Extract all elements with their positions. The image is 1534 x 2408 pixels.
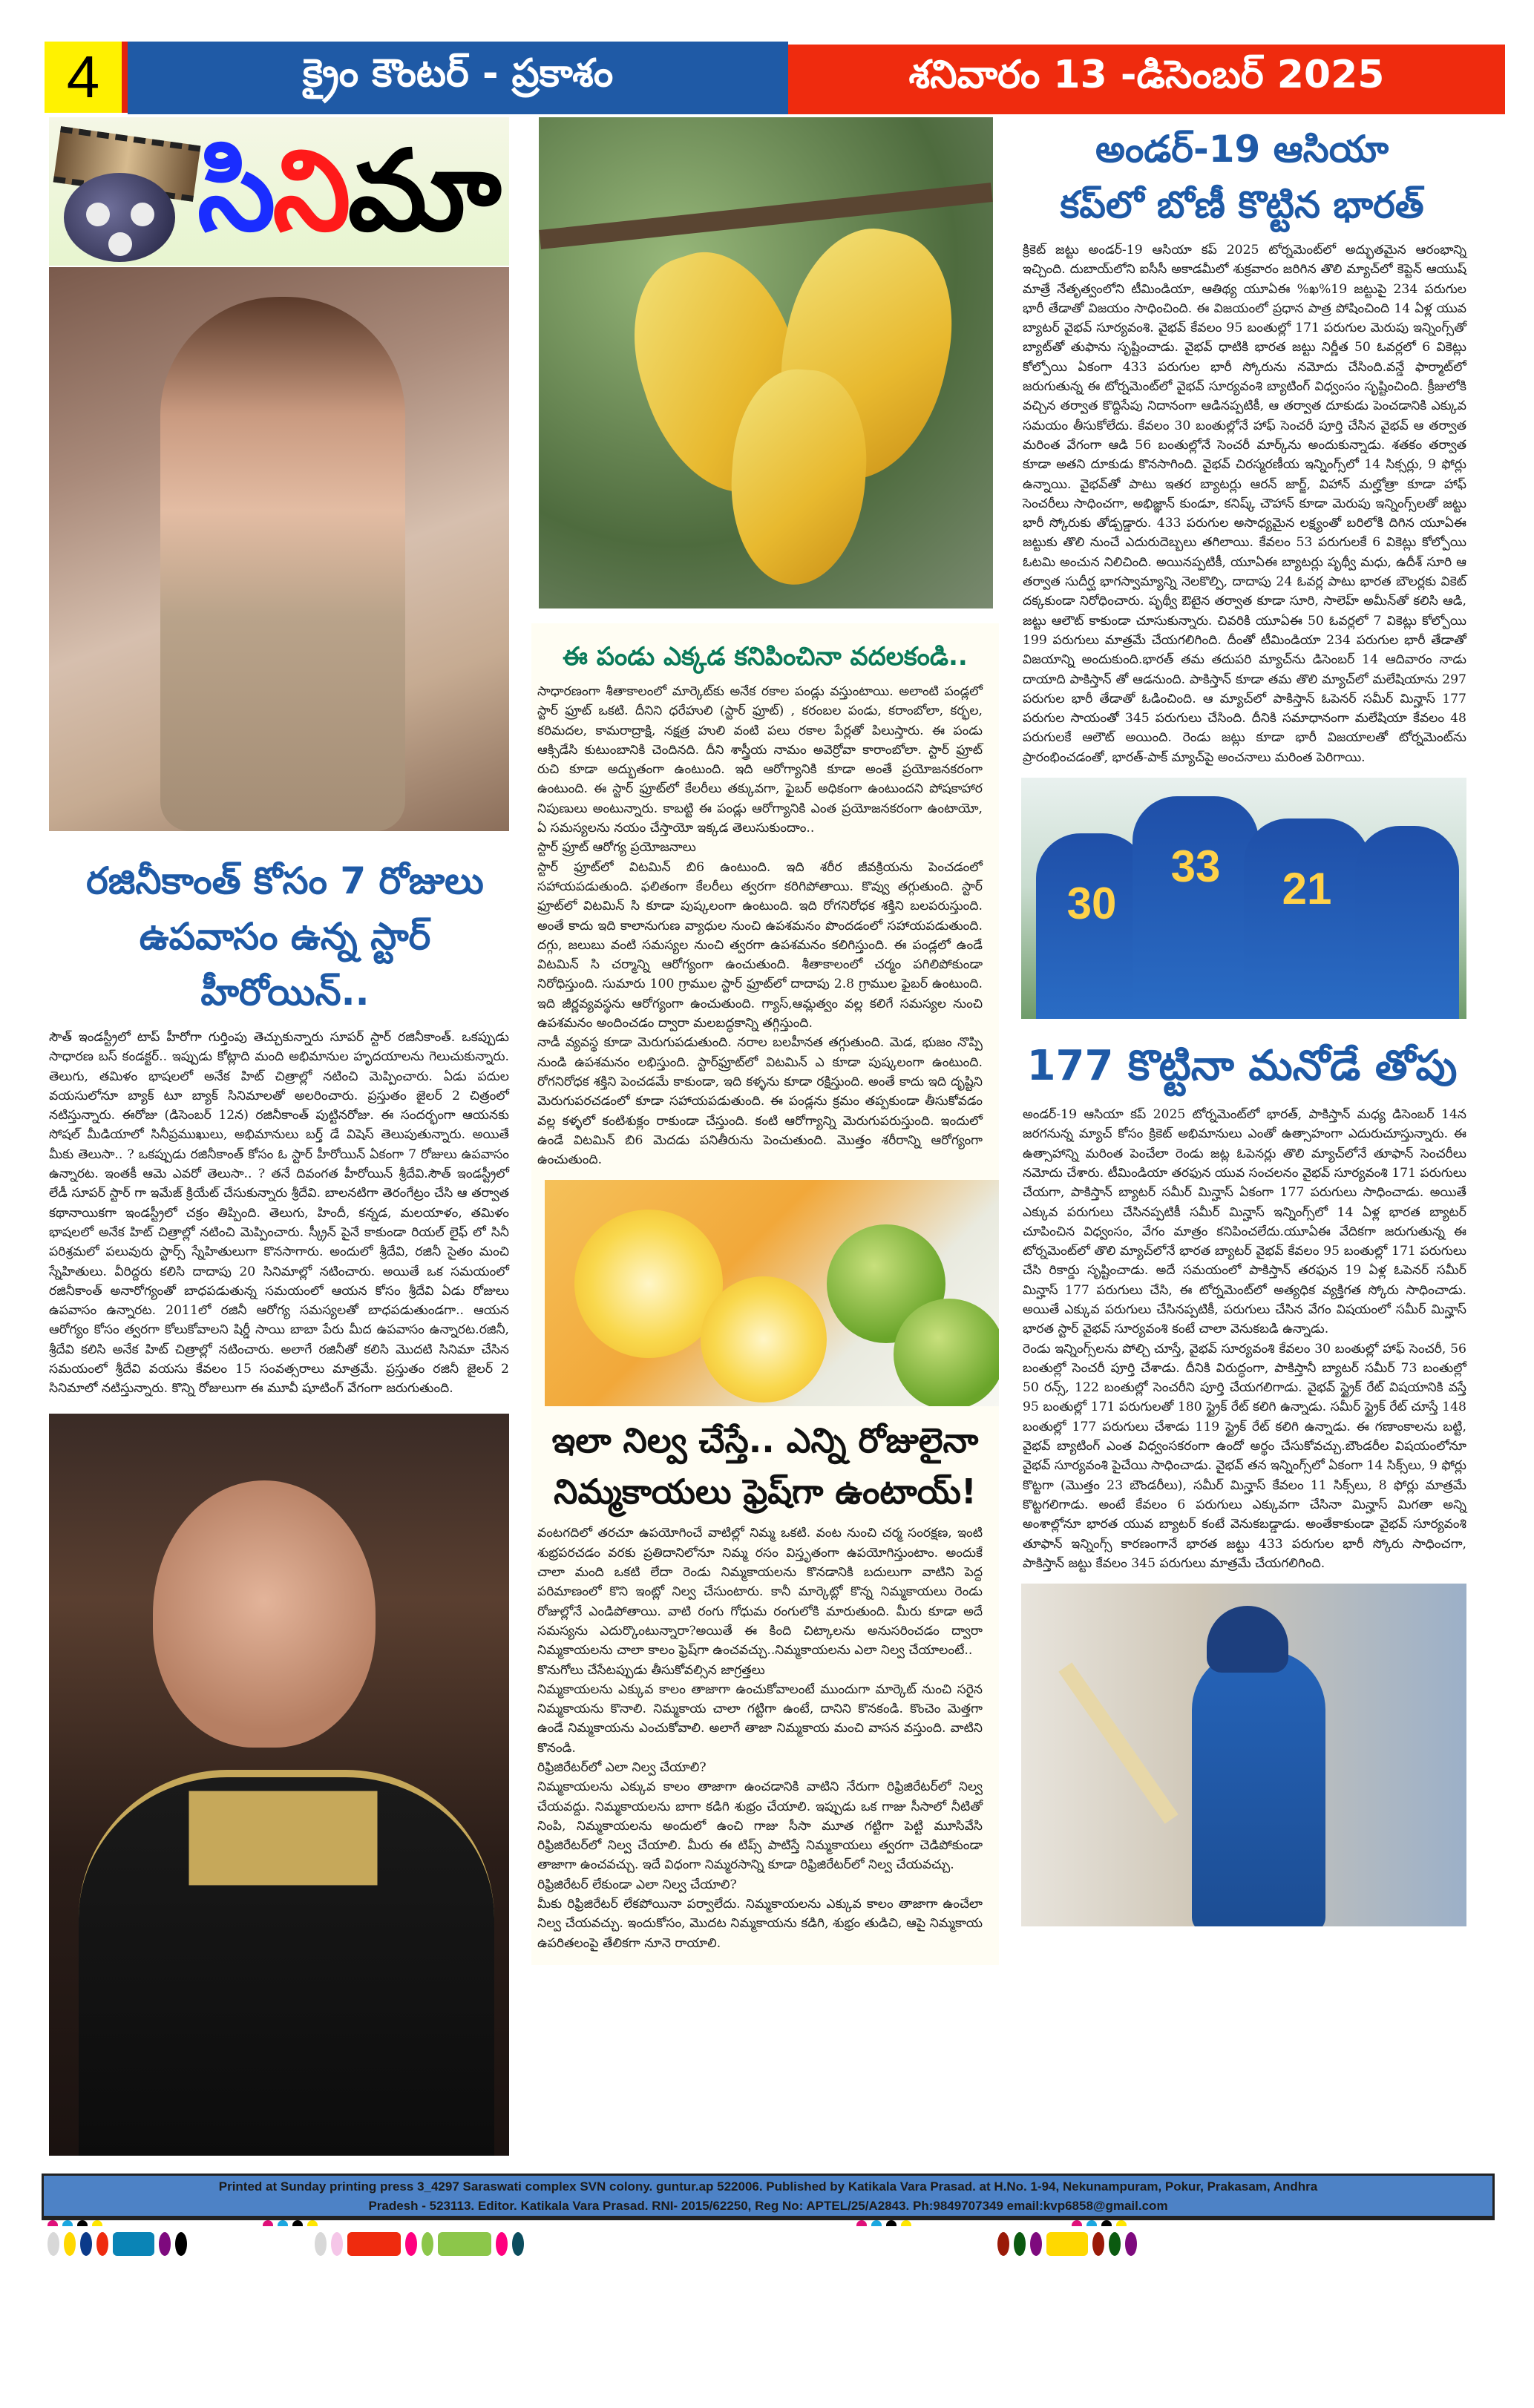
lemon-headline-line-1: ఇలా నిల్వ చేస్తే.. ఎన్ని రోజులైనా: [551, 1420, 979, 1461]
article-paragraph: సాధారణంగా శీతాకాలంలో మార్కెట్‌కు అనేక రకాల పండ్లు వస్తుంటాయి. అలాంటి పండ్లలో స్టార్ ఫ్రూట్ ఒకటి. దీనిని ధరేహులి (స్టార్ ఫ్రూట్) , కరంబల పండు, కరాంబోలా, కర్భల, కరిమదల, కామరాద్రాక్షి, నక్షత్ర హులి వంటి పలు రకాల పేర్లతో పిలుస్తారు. ఈ పండు ఆక్సిడేసి కుటుంబానికి చెందినది. దీని శాస్త్రీయ నామం అవెర్రోవా కారాంబోలా. స్టార్ ఫ్రూట్ రుచి కూడా అద్భుతంగా ఉంటుంది. ఇది ఆరోగ్యానికి కూడా అంతే ప్రయోజనకరంగా ఉంటుంది. ఈ స్టార్ ఫ్రూట్‌లో కేలరీలు తక్కువగా, ఫైబర్ అధికంగా ఉంటుందని పోషకాహార నిపుణులు అంటున్నారు. కాబట్టి ఈ పండ్లు ఆరోగ్యానికి ఎంత ప్రయోజనకరంగా ఉంటాయో, ఏ సమస్యలను నయం చేస్తాయో ఇక్కడ తెలుసుకుందాం..: [537, 684, 983, 836]
sridevi-portrait-photo: [49, 1414, 509, 2156]
issue-date: శనివారం 13 -డిసెంబర్ 2025: [788, 45, 1505, 114]
cricket-team-photo: [1021, 778, 1466, 1019]
color-bar-left: [47, 2226, 187, 2256]
article-paragraph: క్రికెట్ జట్టు అండర్-19 ఆసియా కప్ 2025 టోర్నమెంట్‌లో అద్భుతమైన ఆరంభాన్ని ఇచ్చింది. దుబాయ్‌లోని ఐసీసీ అకాడమీలో శుక్రవారం జరిగిన తొలి మ్యాచ్‌లో కెప్టెన్ ఆయుష్ మాత్రే నేతృత్వంలోని టీమిండియా, ఆతిథ్య యూఏఈ %ఖ%19 జట్టుపై 234 పరుగుల భారీ తేడాతో విజయం సాధించింది. ఈ విజయంలో ప్రధాన పాత్ర పోషించింది 14 ఏళ్ల యువ బ్యాటర్ వైభవ్ సూర్యవంశి. వైభవ్ కేవలం 95 బంతుల్లో 171 పరుగుల మెరుపు ఇన్నింగ్స్‌తో బ్యాట్‌తో తుఫాను సృష్టించాడు. వైభవ్ ధాటికి భారత జట్టు నిర్ణీత 50 ఓవర్లలో 6 వికెట్లు కోల్పోయి ఏకంగా 433 పరుగుల భారీ స్కోరును నమోదు చేసింది.వన్డే ఫార్మాట్‌లో జరుగుతున్న ఈ టోర్నమెంట్‌లో వైభవ్ సూర్యవంశి బ్యాటింగ్ విధ్వంసం సృష్టించింది. క్రీజులోకి వచ్చిన తర్వాత కొద్దిసేపు నిదానంగా ఆడినప్పటికీ, ఆ తర్వాత దూకుడు పెంచడానికి ఎక్కువ సమయం తీసుకోలేదు. కేవలం 30 బంతుల్లోనే హాఫ్ సెంచరీ పూర్తి చేసిన వైభవ్ ఆ తర్వాత మరింత వేగంగా ఆడి 56 బంతుల్లోనే సెంచరీ మార్క్‌ను అందుకున్నాడు. శతకం తర్వాత కూడా అతని దూకుడు కొనసాగింది. వైభవ్ చిరస్మరణీయ ఇన్నింగ్స్‌లో 14 సిక్సర్లు, 9 ఫోర్లు ఉన్నాయి. వైభవ్‌తో పాటు ఇతర బ్యాటర్లు ఆరన్ జార్జ్, విహాన్ మల్హోత్రా కూడా హాఫ్ సెంచరీలు సాధించగా, అభిజ్ఞాన్ కుండూ, కనిష్క్ చౌహాన్ కూడా మెరుపు ఇన్నింగ్స్‌లతో జట్టు భారీ స్కోరుకు తోడ్పడ్డారు. 433 పరుగుల అసాధ్యమైన లక్ష్యంతో బరిలోకి దిగిన యూఏఈ జట్టుకు తొలి నుంచే ఎదురుదెబ్బలు తగిలాయి. కేవలం 53 పరుగులకే 6 వికెట్లు కోల్పోయి ఓటమి అంచున నిలిచింది. అయినప్పటికీ, యూఏఈ బ్యాటర్లు పృథ్వీ మధు, ఉదీశ్ సూరి ఆ తర్వాత సుదీర్ఘ భాగస్వామ్యాన్ని నెలకొల్పి, దాదాపు 24 ఓవర్ల పాటు భారత బౌలర్లకు వికెట్ దక్కకుండా నిరోధించారు. పృథ్వీ ఔటైన తర్వాత కూడా సూరి, సాలెహ్ అమీన్‌తో కలిసి ఆడి, జట్టు ఆలౌట్ కాకుండా చూసుకున్నారు. చివరికి యూఏఈ 50 ఓవర్లలో 7 వికెట్లు కోల్పోయి 199 పరుగులు మాత్రమే చేయగలిగింది. దీంతో టీమిండియా 234 పరుగుల భారీ తేడాతో విజయాన్ని అందుకుంది.భారత్ తమ తదుపరి మ్యాచ్‌ను డిసెంబర్ 14 ఆదివారం నాడు దాయాది పాకిస్తాన్ తో ఆడనుంది. పాకిస్తాన్ కూడా తమ తొలి మ్యాచ్‌లో మలేషియాను 297 పరుగుల భారీ తేడాతో ఓడించింది. ఆ మ్యాచ్‌లో పాకిస్తాన్ ఓపెనర్ సమీర్ మిన్హాస్ 177 పరుగుల సాయంతో 345 పరుగులు చేసింది. దీనికి సమాధానంగా మలేషియా కేవలం 48 పరుగులకే ఆలౌట్ అయింది. రెండు జట్లు కూడా భారీ విజయాలతో టోర్నమెంట్‌ను ప్రారంభించడంతో, భారత్-పాక్ మ్యాచ్‌పై అంచనాలు మరింత పెరిగాయి.: [1023, 243, 1466, 765]
imprint-footer: [42, 2174, 1495, 2220]
registration-marks-cmyk: [47, 2220, 102, 2226]
imprint-line-2: Pradesh - 523113. Editor. Katikala Vara Prasad. RNI- 2015/62250, Reg No: APTEL/25/A2843. Ph:9849707349 email:kvp6858@gmail.com: [368, 2198, 1168, 2213]
color-bar-right: [997, 2226, 1137, 2256]
u19-headline-line-1: అండర్-19 ఆసియా: [1095, 128, 1389, 171]
article-paragraph: నిమ్మకాయలను ఎక్కువ కాలం తాజాగా ఉంచడానికి వాటిని నేరుగా రిఫ్రిజిరేటర్‌లో నిల్వ చేయవద్దు. నిమ్మకాయలను బాగా కడిగి శుభ్రం చేయాలి. ఇప్పుడు ఒక గాజు సీసాలో నీటితో నింపి, నిమ్మకాయలను అందులో ఉంచి గాజు సీసా మూత గట్టిగా పెట్టి మూసివేసి రిఫ్రిజిరేటర్‌లో నిల్వ చేయాలి. మీరు ఈ టిప్స్ పాటిస్తే నిమ్మకాయలు త్వరగా చెడిపోకుండా తాజాగా ఉంచవచ్చు. ఇదే విధంగా నిమ్మరసాన్ని కూడా రిఫ్రిజిరేటర్‌లో నిల్వ చేయవచ్చు.: [537, 1779, 983, 1873]
u19-article-headline: [1014, 122, 1470, 233]
lemons-photo: [545, 1180, 999, 1406]
cinema-logo-text: [197, 127, 499, 256]
right-column: [1014, 117, 1470, 1926]
rajini-headline-line-2: ఉపవాసం ఉన్న స్టార్ హీరోయిన్..: [139, 915, 431, 1014]
article-paragraph: వంటగదిలో తరచూ ఉపయోగించే వాటిల్లో నిమ్మ ఒకటి. వంట నుంచి చర్మ సంరక్షణ, ఇంటి శుభ్రపరచడం వరకు ప్రతిదానిలోనూ నిమ్మ రసం విస్తృతంగా ఉపయోగిస్తుంటాం. అందుకే చాలా మంది ఒకటి లేదా రెండు నిమ్మకాయలను కొనడానికి బదులుగా వాటిని పెద్ద పరిమాణంలో కొని ఇంట్లో నిల్వ చేసుంటారు. కానీ మార్కెట్లో కొన్న నిమ్మకాయలు రెండు రోజుల్లోనే ఎండిపోతాయి. వాటి రంగు గోధుమ రంగులోకి మారుతుంది. మీరు కూడా అదే సమస్యను ఎదుర్కొంటున్నారా?అయితే ఈ కింది చిట్కాలను అనుసరించడం ద్వారా నిమ్మకాయలను చాలా కాలం ఫ్రెష్‌గా ఉంచవచ్చు..నిమ్మకాయలను ఎలా నిల్వ చేయాలంటే..: [537, 1526, 983, 1659]
color-bar-center: [315, 2226, 524, 2256]
lemon-headline-line-2: నిమ్మకాయలు ఫ్రెష్‌గా ఉంటాయ్!: [554, 1472, 977, 1512]
u19-headline-line-2: కప్‌లో బోణీ కొట్టిన భారత్: [1060, 183, 1424, 226]
lemon-article-headline: [537, 1415, 993, 1518]
article-paragraph: సౌత్ ఇండస్ట్రీలో టాప్ హీరోగా గుర్తింపు తెచ్చుకున్నారు సూపర్ స్టార్ రజినీకాంత్. ఒకప్పుడు సాధారణ బస్ కండక్టర్.. ఇప్పుడు కోట్లాది మంది అభిమానుల హృదయాలను గెలుచుకున్నారు. తెలుగు, తమిళం భాషలలో అనేక హిట్ చిత్రాల్లో నటించి మెప్పించారు. ఏడు పదుల వయసులోనూ బ్యాక్ టూ బ్యాక్ సినిమాలతో అలరించారు. ప్రస్తుతం జైలర్ 2 చిత్రంలో నటిస్తున్నారు. ఈరోజు (డిసెంబర్ 12న) రజినీకాంత్ పుట్టినరోజు. ఈ సందర్భంగా ఆయనకు సోషల్ మీడియాలో సినీప్రముఖులు, అభిమానులు బర్త్ డే విషెస్ తెలుపుతున్నారు. అయితే మీకు తెలుసా.. ? ఒకప్పుడు రజినీకాంత్ కోసం ఓ స్టార్ హీరోయిన్ ఏకంగా 7 రోజులు ఉపవాసం ఉన్నారట. ఇంతకీ ఆమె ఎవరో తెలుసా.. ? తనే దివంగత హీరోయిన్ శ్రీదేవి.సౌత్ ఇండస్ట్రీలో లేడీ సూపర్ స్టార్ గా ఇమేజ్ క్రియేట్ చేసుకున్నారు శ్రీదేవి. బాలనటిగా తెరంగేట్రం చేసి ఆ తర్వాత కథానాయికగా ఇండస్ట్రీలో చక్రం తిప్పింది. తెలుగు, హిందీ, కన్నడ, మలయాళం, తమిళం భాషలలో అనేక హిట్ చిత్రాల్లో నటించి మెప్పించారు. స్క్రీన్ పైనే కాకుండా రియల్ లైఫ్ లో సినీ పరిశ్రమలో పలువురు స్టార్స్ స్నేహితులుగా కొనసాగారు. అందులో శ్రీదేవి, రజినీ సైతం మంచి స్నేహితులు. వీరిద్దరు కలిసి దాదాపు 20 సినిమాల్లో నటించారు. అయితే ఒక సమయంలో రజినీకాంత్ అనారోగ్యంతో బాధపడుతున్న సమయంలో ఆయన కోసం శ్రీదేవి ఏడు రోజులు ఉపవాసం ఉన్నారట. 2011లో రజినీ ఆరోగ్య సమస్యలతో బాధపడుతుండగా.. ఆయన ఆరోగ్యం కోసం త్వరగా కోలుకోవాలని షిర్డీ సాయి బాబా పేరు మీద ఉపవాసం ఉన్నారట.రజినీ, శ్రీదేవి కలిసి అనేక హిట్ చిత్రాల్లో నటించారు. అలాగే రజినీతో కలిసి మొదటి సినిమా చేసిన సమయంలో శ్రీదేవి వయసు కేవలం 15 సంవత్సరాలు మాత్రమే. ప్రస్తుతం రజినీ జైలర్ 2 సినిమాలో నటిస్తున్నారు. కొన్ని రోజులుగా ఈ మూవీ షూటింగ్ వేగంగా జరుగుతుంది.: [49, 1030, 509, 1397]
left-column: [49, 117, 521, 2156]
health-column-background: [531, 623, 999, 1965]
jersey-number: 30: [1066, 879, 1117, 929]
registration-marks-cmyk: [856, 2220, 911, 2226]
starfruit-article-headline: ఈ పండు ఎక్కడ కనిపించినా వదలకండి..: [563, 642, 968, 672]
logo-letter-maa: మా: [347, 127, 499, 256]
jersey-number: 33: [1170, 842, 1221, 892]
article-subheading: రిఫ్రిజిరేటర్ లేకుండా ఎలా నిల్వ చేయాలి?: [537, 1877, 737, 1892]
logo-letter-si: సి: [197, 127, 273, 256]
rajini-article-headline: [49, 853, 521, 1020]
newspaper-name: క్రైం కౌంటర్ - ప్రకాశం: [128, 42, 788, 114]
film-reel-icon: [49, 121, 197, 262]
batter-photo: [1021, 1584, 1466, 1926]
middle-column: [531, 117, 999, 1965]
article-paragraph: మీకు రిఫ్రిజిరేటర్ లేకపోయినా పర్వాలేదు. నిమ్మకాయలను ఎక్కువ కాలం తాజాగా ఉంచేలా నిల్వ చేయవచ్చు. ఇందుకోసం, మొదట నిమ్మకాయను కడిగి, శుభ్రం తుడిచి, ఆపై నిమ్మకాయ ఉపరితలంపై తేలికగా నూనె రాయాలి.: [537, 1897, 983, 1951]
registration-marks-row: [45, 2220, 1498, 2265]
article-subheading: కొనుగోలు చేసేటప్పుడు తీసుకోవల్సిన జాగ్రత్తలు: [537, 1662, 765, 1678]
actress-portrait-photo: [49, 267, 509, 831]
imprint-line-1: Printed at Sunday printing press 3_4297 Saraswati complex SVN colony. guntur.ap 522006. Published by Katikala Vara Prasad. at H.No. 1-94, Nekunampuram, Pokur, Prakasam, Andhra: [218, 2179, 1318, 2194]
article-paragraph: నాడీ వ్యవస్థ కూడా మెరుగుపడుతుంది. నరాల బలహీనత తగ్గుతుంది. మెడ, భుజం నొప్పి నుండి ఉపశమనం లభిస్తుంది. స్టార్‌ఫ్రూట్‌లో విటమిన్ ఎ కూడా పుష్కలంగా ఉంటుంది. రోగనిరోధక శక్తిని పెంచడమే కాకుండా, ఇది కళ్ళను కూడా రక్షిస్తుంది. అంతే కాదు ఇది దృష్టిని మెరుగుపరచడంలో కూడా సహాయపడుతుంది. ఈ పండ్లను క్రమం తప్పకుండా తీసుకోవడం వల్ల కళ్ళలో కంటిశుక్లం రాకుండా చేస్తుంది. కంటి ఆరోగ్యాన్ని మెరుగుపరుస్తుంది. ఇందులో ఉండే విటమిన్ బి6 మెదడు పనితీరును పెంచుతుంది. మొత్తం శరీరాన్ని ఆరోగ్యంగా ఉంచుతుంది.: [537, 1035, 983, 1168]
cinema-section-logo: [49, 117, 509, 266]
rajini-headline-line-1: రజినీకాంత్ కోసం 7 రోజులు: [86, 859, 484, 902]
samir-article-headline: 177 కొట్టినా మనోడే తోపు: [1026, 1042, 1458, 1091]
samir-article-body: [1023, 1105, 1466, 1573]
jersey-number: 21: [1282, 864, 1332, 914]
logo-letter-ni: ని: [272, 127, 348, 256]
article-paragraph: అండర్-19 ఆసియా కప్ 2025 టోర్నమెంట్‌లో భారత్, పాకిస్తాన్ మధ్య డిసెంబర్ 14న జరగనున్న మ్యాచ్ కోసం క్రికెట్ అభిమానులు ఎంతో ఉత్సాహంగా ఎదురుచూస్తున్నారు. ఈ ఉత్సాహాన్ని మరింత పెంచేలా రెండు జట్ల ఓపెనర్లు తొలి మ్యాచ్‌లోనే తూఫాన్ సెంచరీలు నమోదు చేశారు. టీమిండియా తరఫున యువ సంచలనం వైభవ్ సూర్యవంశి 171 పరుగులు చేయగా, పాకిస్తాన్ బ్యాటర్ సమీర్ మిన్హాస్ ఏకంగా 177 పరుగులు సాధించాడు. అయితే ఎక్కువ పరుగులు చేసినప్పటికీ సమీర్ మిన్హాస్ ఇన్నింగ్స్‌లో 14 ఏళ్ల భారత బ్యాటర్ చూపించిన విధ్వంసం, వేగం మాత్రం కనిపించలేదు.యూఏఈ వేదికగా జరుగుతున్న ఈ టోర్నమెంట్‌లో తొలి మ్యాచ్‌లోనే భారత బ్యాటర్ వైభవ్ కేవలం 95 బంతుల్లో 171 పరుగులు చేసి రికార్డు సృష్టించాడు. అదే సమయంలో పాకిస్తాన్ తరఫున 19 ఏళ్ల ఓపెనర్ సమీర్ మిన్హాస్ 177 పరుగులు చేసి, ఈ టోర్నమెంట్‌లో అత్యధిక వ్యక్తిగత స్కోరు సాధించాడు. అయితే ఎక్కువ పరుగులు చేసినప్పటికీ, పరుగులు చేసిన వేగం విషయంలో సమీర్ మిన్హాస్ భారత స్టార్ వైభవ్ సూర్యవంశి కంటే చాలా వెనుకబడి ఉన్నాడు.: [1023, 1107, 1466, 1337]
article-paragraph: రెండు ఇన్నింగ్స్‌లను పోల్చి చూస్తే, వైభవ్ సూర్యవంశి కేవలం 30 బంతుల్లో హాఫ్ సెంచరీ, 56 బంతుల్లో సెంచరీ పూర్తి చేశాడు. దీనికి విరుద్ధంగా, పాకిస్తానీ బ్యాటర్ సమీర్ 73 బంతుల్లో 50 రన్స్, 122 బంతుల్లో సెంచరీని పూర్తి చేయగలిగాడు. వైభవ్ స్ట్రైక్ రేట్ విషయానికి వస్తే 95 బంతుల్లో 171 పరుగులతో 180 స్ట్రైక్ రేట్ కలిగి ఉన్నాడు. సమీర్ స్ట్రైక్ రేట్ చూస్తే 148 బంతుల్లో 177 పరుగులు చేశాడు 119 స్ట్రైక్ రేట్ కలిగి ఉన్నాడు. ఈ గణాంకాలను బట్టి, వైభవ్ బ్యాటింగ్ ఎంత విధ్వంసకరంగా ఉందో అర్థం చేసుకోవచ్చు.బౌండరీల విషయంలోనూ వైభవ్ సూర్యవంశి పైచేయి సాధించాడు. వైభవ్ తన ఇన్నింగ్స్‌లో ఏకంగా 14 సిక్స్‌లు, 9 ఫోర్లు కొట్టగా (మొత్తం 23 బౌండరీలు), సమీర్ మిన్హాస్ కేవలం 11 సిక్స్‌లు, 8 ఫోర్లు మాత్రమే కొట్టగలిగాడు. అంటే కేవలం 6 పరుగులు ఎక్కువగా చేసినా మిన్హాస్ మిగతా అన్ని అంశాల్లోనూ భారత యువ బ్యాటర్ కంటే వెనుకబడ్డాడు. అంతేకాకుండా వైభవ్ సూర్యవంశి తూఫాన్ ఇన్నింగ్స్ కారణంగానే భారత జట్టు 433 పరుగుల భారీ స్కోరు సాధించగా, పాకిస్తాన్ జట్టు కేవలం 345 పరుగులు మాత్రమే చేయగలిగింది.: [1023, 1341, 1466, 1571]
lemon-article-body: [537, 1523, 983, 1953]
article-subheading: రిఫ్రిజిరేటర్‌లో ఎలా నిల్వ చేయాలి?: [537, 1759, 707, 1775]
article-paragraph: నిమ్మకాయలను ఎక్కువ కాలం తాజాగా ఉంచుకోవాలంటే ముందుగా మార్కెట్ నుంచి సరైన నిమ్మకాయను కొనాలి. నిమ్మకాయ చాలా గట్టిగా ఉంటే, దానిని కొనకండి. కొంచెం మెత్తగా ఉండే నిమ్మకాయను ఎంచుకోవాలి. అలాగే తాజా నిమ్మకాయ మంచి వాసన వస్తుంది. వాటిని కొనండి.: [537, 1682, 983, 1756]
article-subheading: స్టార్ ఫ్రూట్ ఆరోగ్య ప్రయోజనాలు: [537, 840, 696, 856]
page-columns: [45, 117, 1505, 2156]
article-paragraph: స్టార్ ఫ్రూట్‌లో విటమిన్ బి6 ఉంటుంది. ఇది శరీర జీవక్రియను పెంచడంలో సహాయపడుతుంది. ఫలితంగా కేలరీలు త్వరగా కరిగిపోతాయి. కొవ్వు తగ్గుతుంది. స్టార్ ఫ్రూట్‌లో విటమిన్ సి కూడా పుష్కలంగా ఉంటుంది. ఇది రోగనిరోధక శక్తిని బలపరుస్తుంది. అంతే కాదు ఇది కాలానుగుణ వ్యాధుల నుంచి ఉపశమనం పొందడంలో సహాయపడుతుంది. దగ్గు, జలుబు వంటి సమస్యల నుంచి త్వరగా ఉపశమనం కలిగిస్తుంది. ఈ పండ్లలో ఉండే విటమిన్ సి చర్మాన్ని ఆరోగ్యంగా ఉంచుతుంది. శీతాకాలంలో చర్మం పగిలిపోకుండా నిరోధిస్తుంది. సుమారు 100 గ్రాముల స్టార్ ఫ్రూట్‌లో దాదాపు 2.8 గ్రాముల ఫైబర్ ఉంటుంది. ఇది జీర్ణవ్యవస్థను ఆరోగ్యంగా ఉంచుతుంది. గ్యాస్,ఆమ్లత్వం వల్ల కలిగే సమస్యల నుంచి ఉపశమనం అందించడం ద్వారా మలబద్ధకాన్ని తగ్గిస్తుంది.: [537, 859, 983, 1031]
registration-marks-cmyk: [1072, 2220, 1127, 2226]
page-number: 4: [45, 42, 128, 113]
rajini-article-body: [49, 1028, 509, 1399]
footer-area: [42, 2174, 1495, 2265]
u19-article-body: [1023, 240, 1466, 767]
starfruit-article-body: [537, 682, 983, 1169]
masthead: [45, 42, 1505, 114]
registration-marks-cmyk: [263, 2220, 318, 2226]
starfruit-photo: [539, 117, 993, 608]
